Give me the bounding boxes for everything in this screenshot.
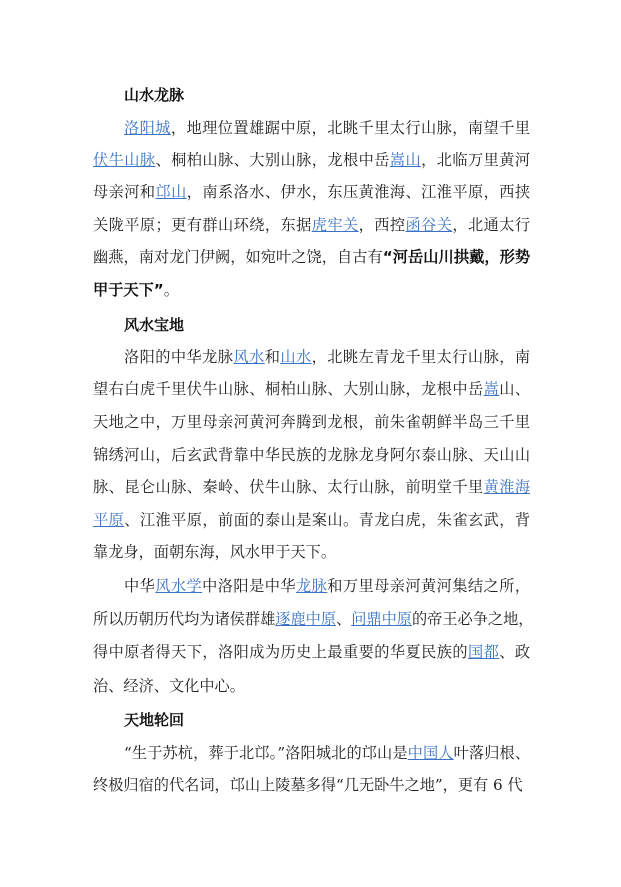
text-segment: ，地理位置雄踞中原，北眺千里太行山脉，南望千里 xyxy=(170,119,531,137)
text-segment: 中华 xyxy=(124,577,156,595)
text-segment: 幽燕，南对龙门伊阙，如宛叶之饶，自古有 xyxy=(93,248,383,266)
text-segment: “生于苏杭，葬于北邙。”洛阳城北的邙山是 xyxy=(124,744,408,762)
text-segment: 所以历朝历代均为诸侯群雄 xyxy=(93,610,276,628)
hyperlink[interactable]: 国都 xyxy=(467,643,500,661)
text-segment: 终极归宿的代名词，邙山上陵墓多得“几无卧牛之地”，更有 6 代 xyxy=(93,776,523,794)
hyperlink[interactable]: 逐鹿中原 xyxy=(275,610,336,628)
text-segment: 、桐柏山脉、大别山脉，龙根中岳 xyxy=(155,151,390,169)
text-segment: 和万里母亲河黄河集结之所， xyxy=(327,577,531,595)
bold-text: 甲于天下” xyxy=(93,281,164,299)
text-line xyxy=(93,149,530,171)
hyperlink[interactable]: 函谷关 xyxy=(405,216,453,234)
hyperlink[interactable]: 风水 xyxy=(233,348,265,366)
hyperlink[interactable]: 嵩山 xyxy=(389,151,422,169)
text-segment: ，北通太行 xyxy=(452,216,531,234)
text-segment: ，南系洛水、伊水，东压黄淮海、江淮平原，西挟 xyxy=(186,183,531,201)
text-line xyxy=(93,675,530,697)
text-line xyxy=(124,117,530,139)
section-heading-tiandi-lunhui: 天地轮回 xyxy=(124,711,185,729)
text-segment: 关陇平原；更有群山环绕，东据 xyxy=(93,216,312,234)
hyperlink[interactable]: 嵩 xyxy=(483,380,500,398)
hyperlink[interactable]: 中国人 xyxy=(407,744,454,762)
text-segment: 和 xyxy=(264,348,281,366)
hyperlink[interactable]: 龙脉 xyxy=(295,577,328,595)
section-heading-shanshui-longmai: 山水龙脉 xyxy=(124,86,185,104)
text-segment: 洛阳的中华龙脉 xyxy=(124,348,234,366)
text-line xyxy=(124,742,530,764)
text-line xyxy=(93,476,530,498)
text-line xyxy=(93,181,530,203)
text-line xyxy=(93,774,530,796)
text-segment: ，北临万里黄河 xyxy=(421,151,531,169)
text-segment: ，西控 xyxy=(358,216,406,234)
text-segment: 脉、昆仑山脉、秦岭、伏牛山脉、太行山脉，前明堂千里 xyxy=(93,478,484,496)
text-segment: 山、 xyxy=(499,380,531,398)
hyperlink[interactable]: 黄淮海 xyxy=(483,478,531,496)
text-segment: 、江淮平原，前面的泰山是案山。青龙白虎，朱雀玄武，背 xyxy=(124,511,531,529)
text-segment: 得中原者得天下，洛阳成为历史上最重要的华夏民族的 xyxy=(93,643,468,661)
text-segment: 望右白虎千里伏牛山脉、桐柏山脉、大别山脉，龙根中岳 xyxy=(93,380,484,398)
bold-text: “河岳山川拱戴，形势 xyxy=(382,248,531,266)
hyperlink[interactable]: 洛阳城 xyxy=(124,119,171,137)
text-segment: 。 xyxy=(163,281,179,299)
text-segment: 天地之中，万里母亲河黄河奔腾到龙根，前朱雀朝鲜半岛三千里 xyxy=(93,413,530,431)
text-line xyxy=(93,214,530,236)
text-segment: 、 xyxy=(336,610,352,628)
text-line xyxy=(93,411,530,433)
text-segment: 的帝王必争之地， xyxy=(411,610,534,628)
text-line xyxy=(93,378,530,400)
text-segment: ，北眺左青龙千里太行山脉，南 xyxy=(311,348,531,366)
text-segment: 治、经济、文化中心。 xyxy=(93,677,245,695)
text-line xyxy=(124,346,530,368)
text-segment: 靠龙身，面朝东海，风水甲于天下。 xyxy=(93,543,336,561)
hyperlink[interactable]: 风水学 xyxy=(155,577,203,595)
text-segment: 锦绣河山，后玄武背靠中华民族的龙脉龙身阿尔泰山脉、天山山 xyxy=(93,446,530,464)
hyperlink[interactable]: 邙山 xyxy=(155,183,187,201)
text-line xyxy=(93,608,534,630)
hyperlink[interactable]: 伏牛山脉 xyxy=(93,151,156,169)
hyperlink[interactable]: 平原 xyxy=(93,511,125,529)
text-line xyxy=(124,575,530,597)
text-segment: 中洛阳是中华 xyxy=(202,577,296,595)
text-line xyxy=(93,541,530,563)
text-line xyxy=(93,641,530,663)
text-segment: 母亲河和 xyxy=(93,183,156,201)
section-heading-fengshui-baodi: 风水宝地 xyxy=(124,316,185,334)
text-line xyxy=(93,246,530,268)
text-segment: 、政 xyxy=(499,643,531,661)
text-line xyxy=(93,279,530,301)
hyperlink[interactable]: 山水 xyxy=(280,348,312,366)
hyperlink[interactable]: 问鼎中原 xyxy=(351,610,412,628)
text-line xyxy=(93,444,530,466)
text-line xyxy=(93,509,530,531)
text-segment: 叶落归根、 xyxy=(453,744,531,762)
hyperlink[interactable]: 虎牢关 xyxy=(311,216,359,234)
